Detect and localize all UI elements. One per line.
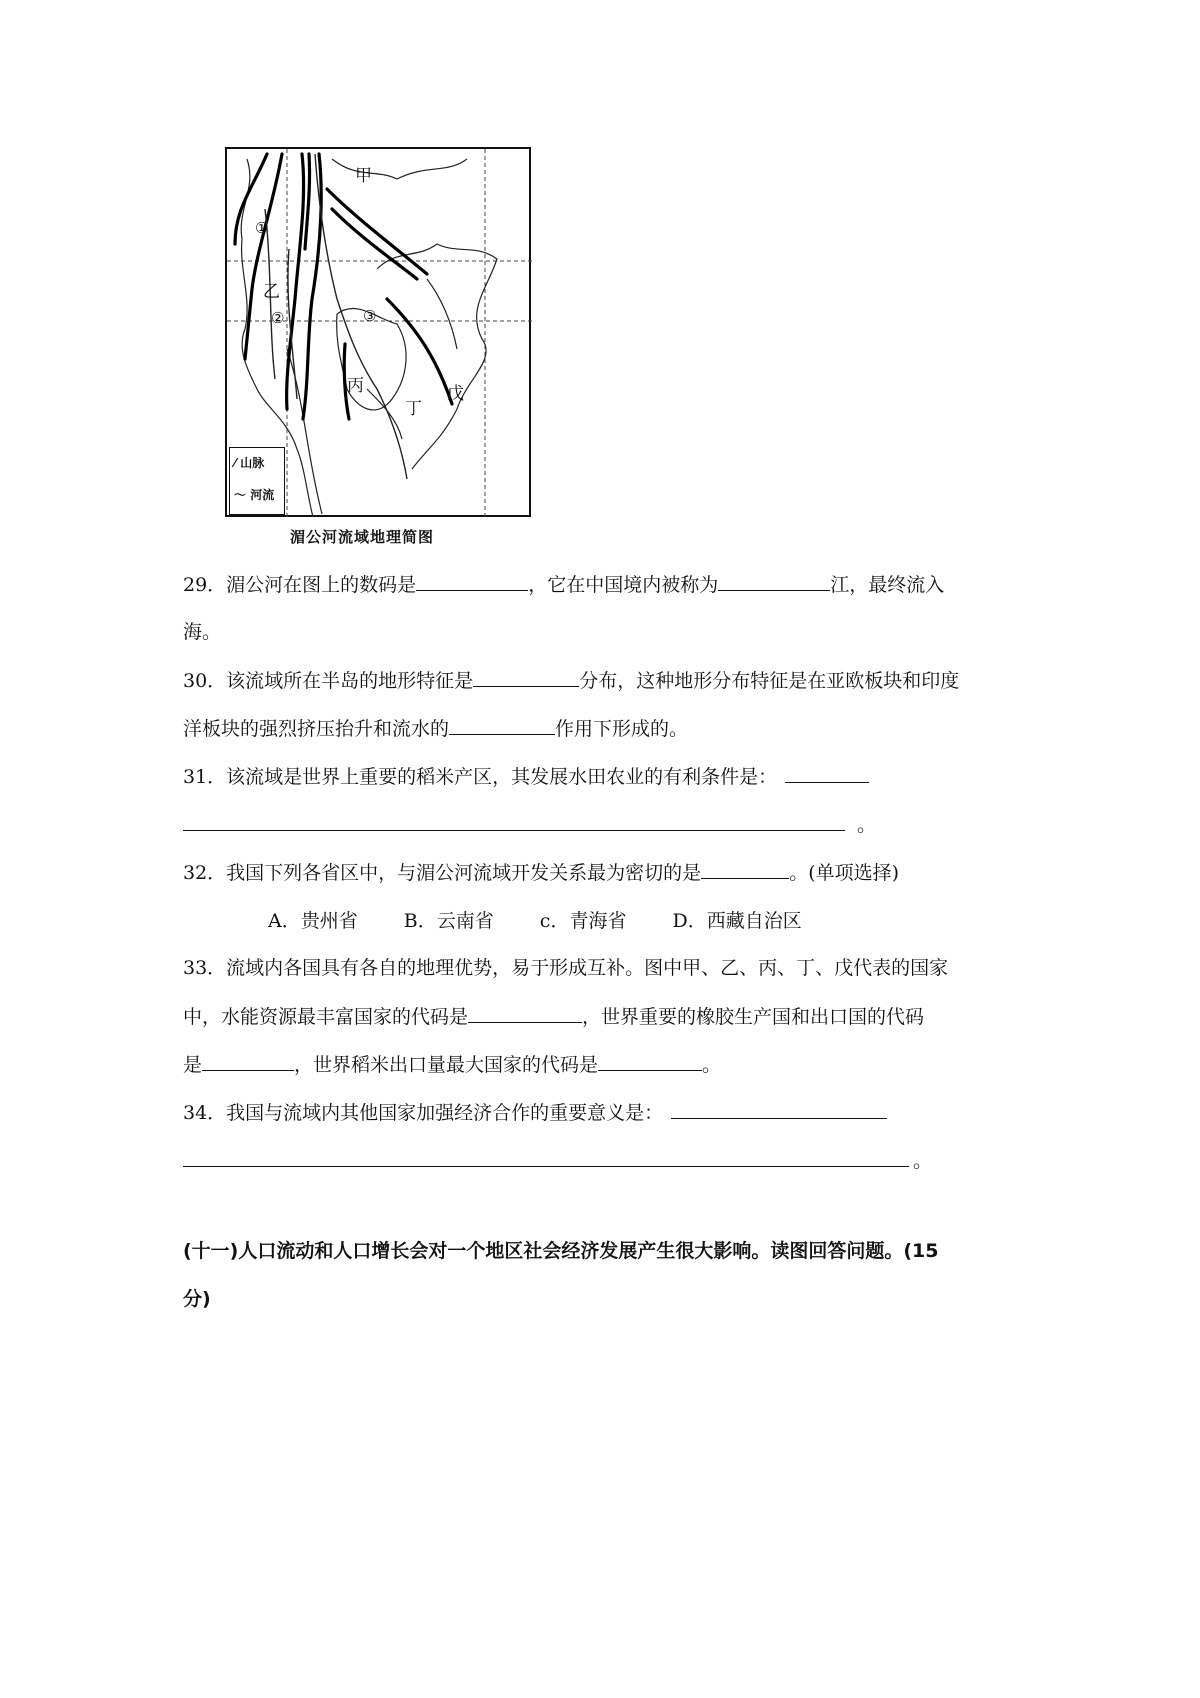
river-symbol-icon: 〜 [234, 488, 247, 502]
q32-option-d[interactable]: D．西藏自治区 [672, 910, 802, 932]
map-label-jia: 甲 [355, 166, 372, 186]
mekong-map-figure [225, 147, 535, 517]
q30-blank-terrain[interactable] [473, 668, 579, 687]
map-label-bing: 丙 [347, 376, 364, 396]
q31-blank-conditions[interactable] [183, 812, 845, 831]
map-frame [225, 147, 531, 517]
q33-line1: 33．流域内各国具有各自的地理优势，易于形成互补。图中甲、乙、丙、丁、戊代表的国家 [183, 957, 949, 979]
q29-blank-number[interactable] [416, 572, 528, 591]
section-11-heading-cont: 分) [183, 1288, 211, 1310]
q34-blank-significance[interactable] [183, 1148, 909, 1167]
map-legend [229, 447, 285, 515]
q31-blank-start[interactable] [785, 764, 869, 783]
q29-line2: 海。 [183, 621, 222, 643]
legend-mountain [234, 454, 264, 471]
map-label-num1: ① [255, 219, 269, 237]
q32-line1: 32．我国下列各省区中，与湄公河流域开发关系最为密切的是 。(单项选择) [183, 862, 900, 884]
q34-line2: 。 [183, 1148, 932, 1173]
q32-blank-choice[interactable] [701, 860, 789, 879]
q29-line1: 29．湄公河在图上的数码是 ，它在中国境内被称为 江，最终流入 [183, 574, 945, 596]
map-label-num3: ③ [363, 307, 377, 325]
q32-options [268, 906, 842, 933]
q30-line2: 洋板块的强烈挤压抬升和流水的 作用下形成的。 [183, 718, 689, 740]
mountain-symbol-icon: ⁄ [234, 456, 237, 470]
q29-blank-chinese-name[interactable] [718, 572, 830, 591]
q32-option-b[interactable]: B．云南省 [403, 910, 494, 932]
map-label-num2: ② [271, 309, 285, 327]
q34-blank-start[interactable] [671, 1100, 887, 1119]
q33-blank-rubber[interactable] [202, 1052, 294, 1071]
legend-mountain-label: 山脉 [240, 456, 265, 470]
q32-option-c[interactable]: c．青海省 [539, 910, 627, 932]
map-label-wu: 戊 [447, 384, 464, 404]
q32-option-a[interactable]: A．贵州省 [268, 910, 358, 932]
map-label-ding: 丁 [405, 399, 422, 419]
q30-blank-process[interactable] [449, 716, 555, 735]
q31-line2: 。 [183, 812, 876, 837]
q34-line1: 34．我国与流域内其他国家加强经济合作的重要意义是： [183, 1100, 887, 1125]
q33-line2: 中，水能资源最丰富国家的代码是 ，世界重要的橡胶生产国和出口国的代码 [183, 1006, 925, 1028]
q33-line3: 是 ，世界稻米出口量最大国家的代码是 。 [183, 1054, 722, 1076]
figure-caption: 湄公河流域地理简图 [290, 528, 435, 546]
q33-blank-hydro[interactable] [468, 1004, 582, 1023]
q33-blank-rice[interactable] [598, 1052, 702, 1071]
q30-line1: 30．该流域所在半岛的地形特征是 分布，这种地形分布特征是在亚欧板块和印度 [183, 670, 960, 692]
legend-river [234, 486, 274, 503]
map-label-yi: 乙 [263, 282, 280, 302]
q31-line1: 31．该流域是世界上重要的稻米产区，其发展水田农业的有利条件是： [183, 764, 869, 789]
legend-river-label: 河流 [250, 488, 275, 502]
section-11-heading: (十一)人口流动和人口增长会对一个地区社会经济发展产生很大影响。读图回答问题。(15 [183, 1240, 939, 1262]
